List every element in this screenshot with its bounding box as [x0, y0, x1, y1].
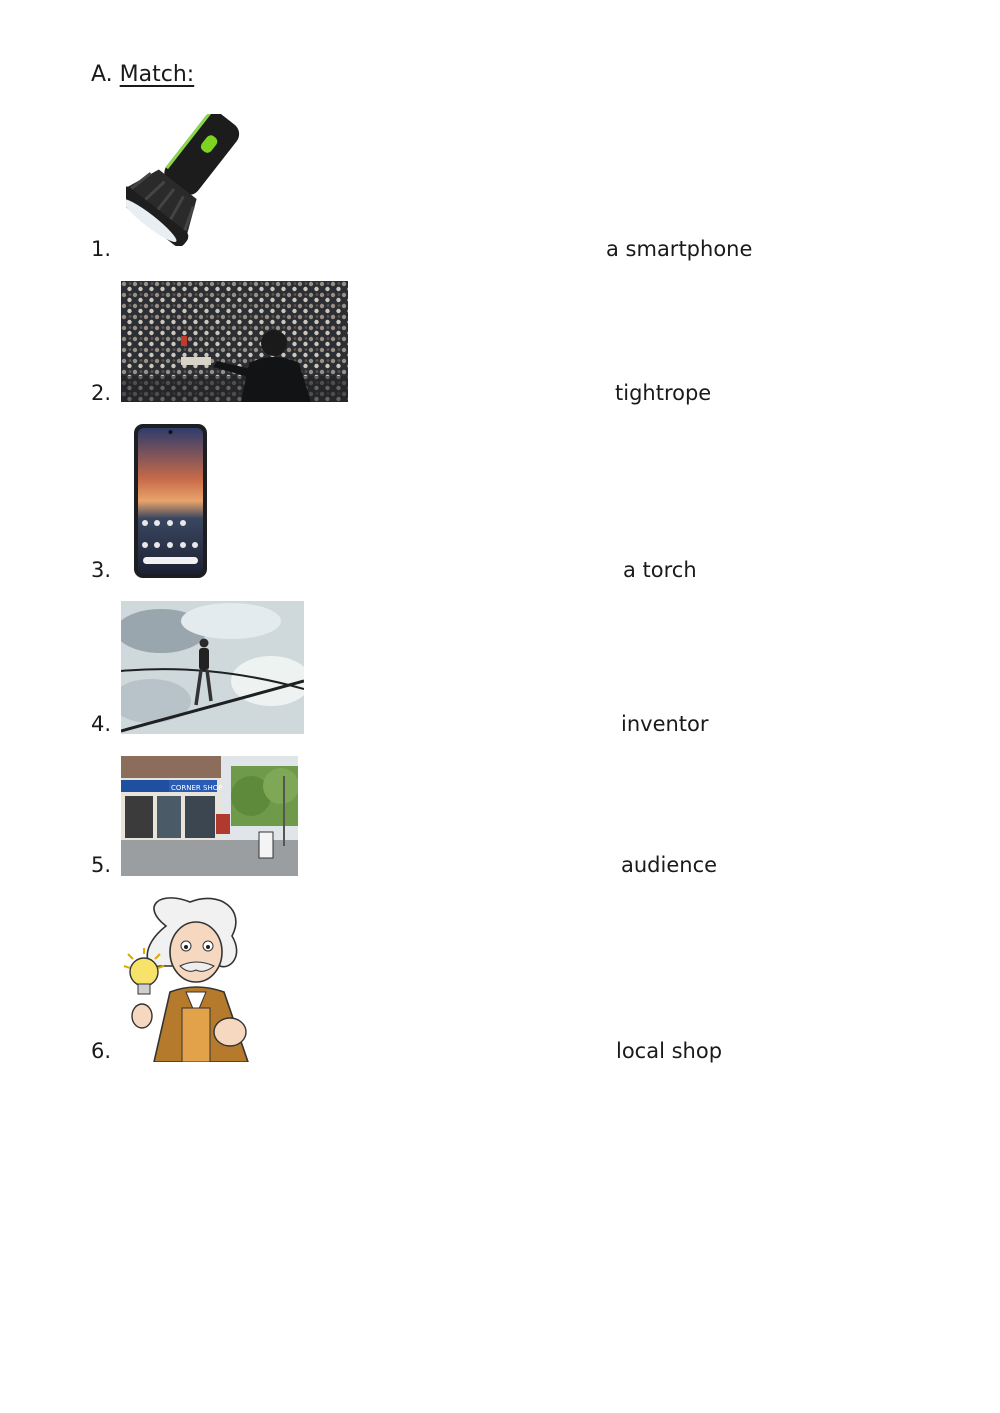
word-option: local shop: [616, 1039, 723, 1063]
tightrope-walker-image: [121, 601, 304, 734]
heading-prefix: A.: [91, 62, 113, 87]
word-option: a smartphone: [606, 237, 753, 261]
shop-sign-text: CORNER SHOP: [171, 784, 223, 792]
item-number: 2.: [91, 381, 112, 405]
word-option: tightrope: [615, 381, 712, 405]
smartphone-image: [133, 423, 208, 579]
inventor-image: [120, 896, 254, 1062]
heading-label: Match:: [119, 62, 195, 87]
torch-image: [126, 114, 264, 246]
exercise-heading: [91, 62, 194, 87]
item-number: 4.: [91, 712, 112, 736]
word-option: inventor: [621, 712, 709, 736]
word-option: a torch: [623, 558, 697, 582]
audience-image: [121, 281, 348, 402]
item-number: 1.: [91, 237, 112, 261]
local-shop-image: [121, 756, 298, 876]
word-option: audience: [621, 853, 718, 877]
item-number: 3.: [91, 558, 112, 582]
item-number: 5.: [91, 853, 112, 877]
item-number: 6.: [91, 1039, 112, 1063]
